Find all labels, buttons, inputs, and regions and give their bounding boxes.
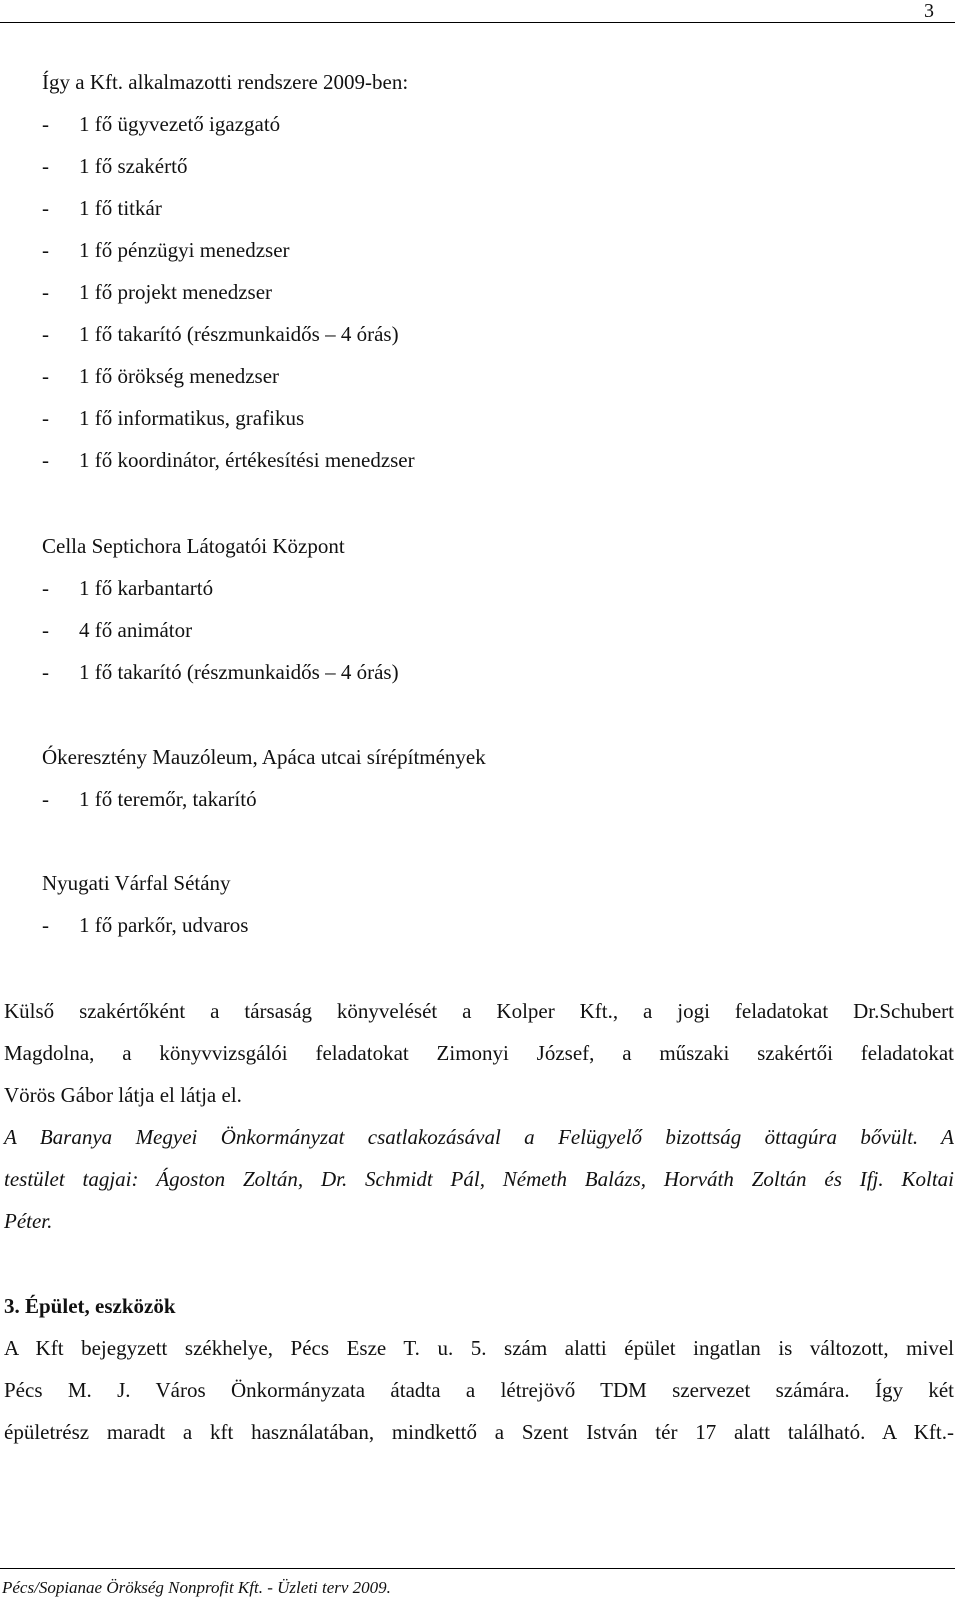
paragraph-line: Pécs M. J. Város Önkormányzata átadta a létrejövő TDM szervezet számára. Így két [4, 1378, 954, 1402]
paragraph-line: épületrész maradt a kft használatában, mindkettő a Szent István tér 17 alatt található. A Kft.- [4, 1420, 954, 1444]
list-item: - 4 fő animátor [42, 618, 193, 642]
paragraph-line: Péter. [4, 1209, 53, 1233]
list-item: - 1 fő titkár [42, 196, 162, 220]
list-item: - 1 fő ügyvezető igazgató [42, 112, 281, 136]
list-item: - 1 fő takarító (részmunkaidős – 4 órás) [42, 660, 399, 684]
paragraph-line: testület tagjai: Ágoston Zoltán, Dr. Schmidt Pál, Németh Balázs, Horváth Zoltán és Ifj. Koltai [4, 1167, 954, 1191]
paragraph-line: A Kft bejegyzett székhelye, Pécs Esze T. u. 5. szám alatti épület ingatlan is változott, mivel [4, 1336, 954, 1360]
list-item: - 1 fő parkőr, udvaros [42, 913, 249, 937]
list-item: - 1 fő örökség menedzser [42, 364, 280, 388]
paragraph-line: A Baranya Megyei Önkormányzat csatlakozásával a Felügyelő bizottság öttagúra bővült. A [4, 1125, 954, 1149]
list-item: - 1 fő takarító (részmunkaidős – 4 órás) [42, 322, 399, 346]
paragraph-line: Vörös Gábor látja el látja el. [4, 1083, 242, 1107]
intro-line: Így a Kft. alkalmazotti rendszere 2009-ben: [42, 70, 409, 94]
list-item: - 1 fő projekt menedzser [42, 280, 273, 304]
list-item: - 1 fő pénzügyi menedzser [42, 238, 290, 262]
section-title: Ókeresztény Mauzóleum, Apáca utcai sírépítmények [42, 745, 486, 769]
section-title: Nyugati Várfal Sétány [42, 871, 231, 895]
header-rule [0, 22, 955, 23]
list-item: - 1 fő teremőr, takarító [42, 787, 257, 811]
footer-text: Pécs/Sopianae Örökség Nonprofit Kft. - Üzleti terv 2009. [2, 1578, 391, 1597]
list-item: - 1 fő karbantartó [42, 576, 214, 600]
section-heading: 3. Épület, eszközök [4, 1294, 176, 1318]
list-item: - 1 fő szakértő [42, 154, 188, 178]
paragraph-line: Külső szakértőként a társaság könyvelését a Kolper Kft., a jogi feladatokat Dr.Schubert [4, 999, 954, 1023]
list-item: - 1 fő informatikus, grafikus [42, 406, 305, 430]
footer-rule [0, 1568, 955, 1569]
list-item: - 1 fő koordinátor, értékesítési menedzser [42, 448, 415, 472]
paragraph-line: Magdolna, a könyvvizsgálói feladatokat Zimonyi József, a műszaki szakértői feladatokat [4, 1041, 954, 1065]
section-title: Cella Septichora Látogatói Központ [42, 534, 345, 558]
page-number: 3 [924, 0, 934, 22]
